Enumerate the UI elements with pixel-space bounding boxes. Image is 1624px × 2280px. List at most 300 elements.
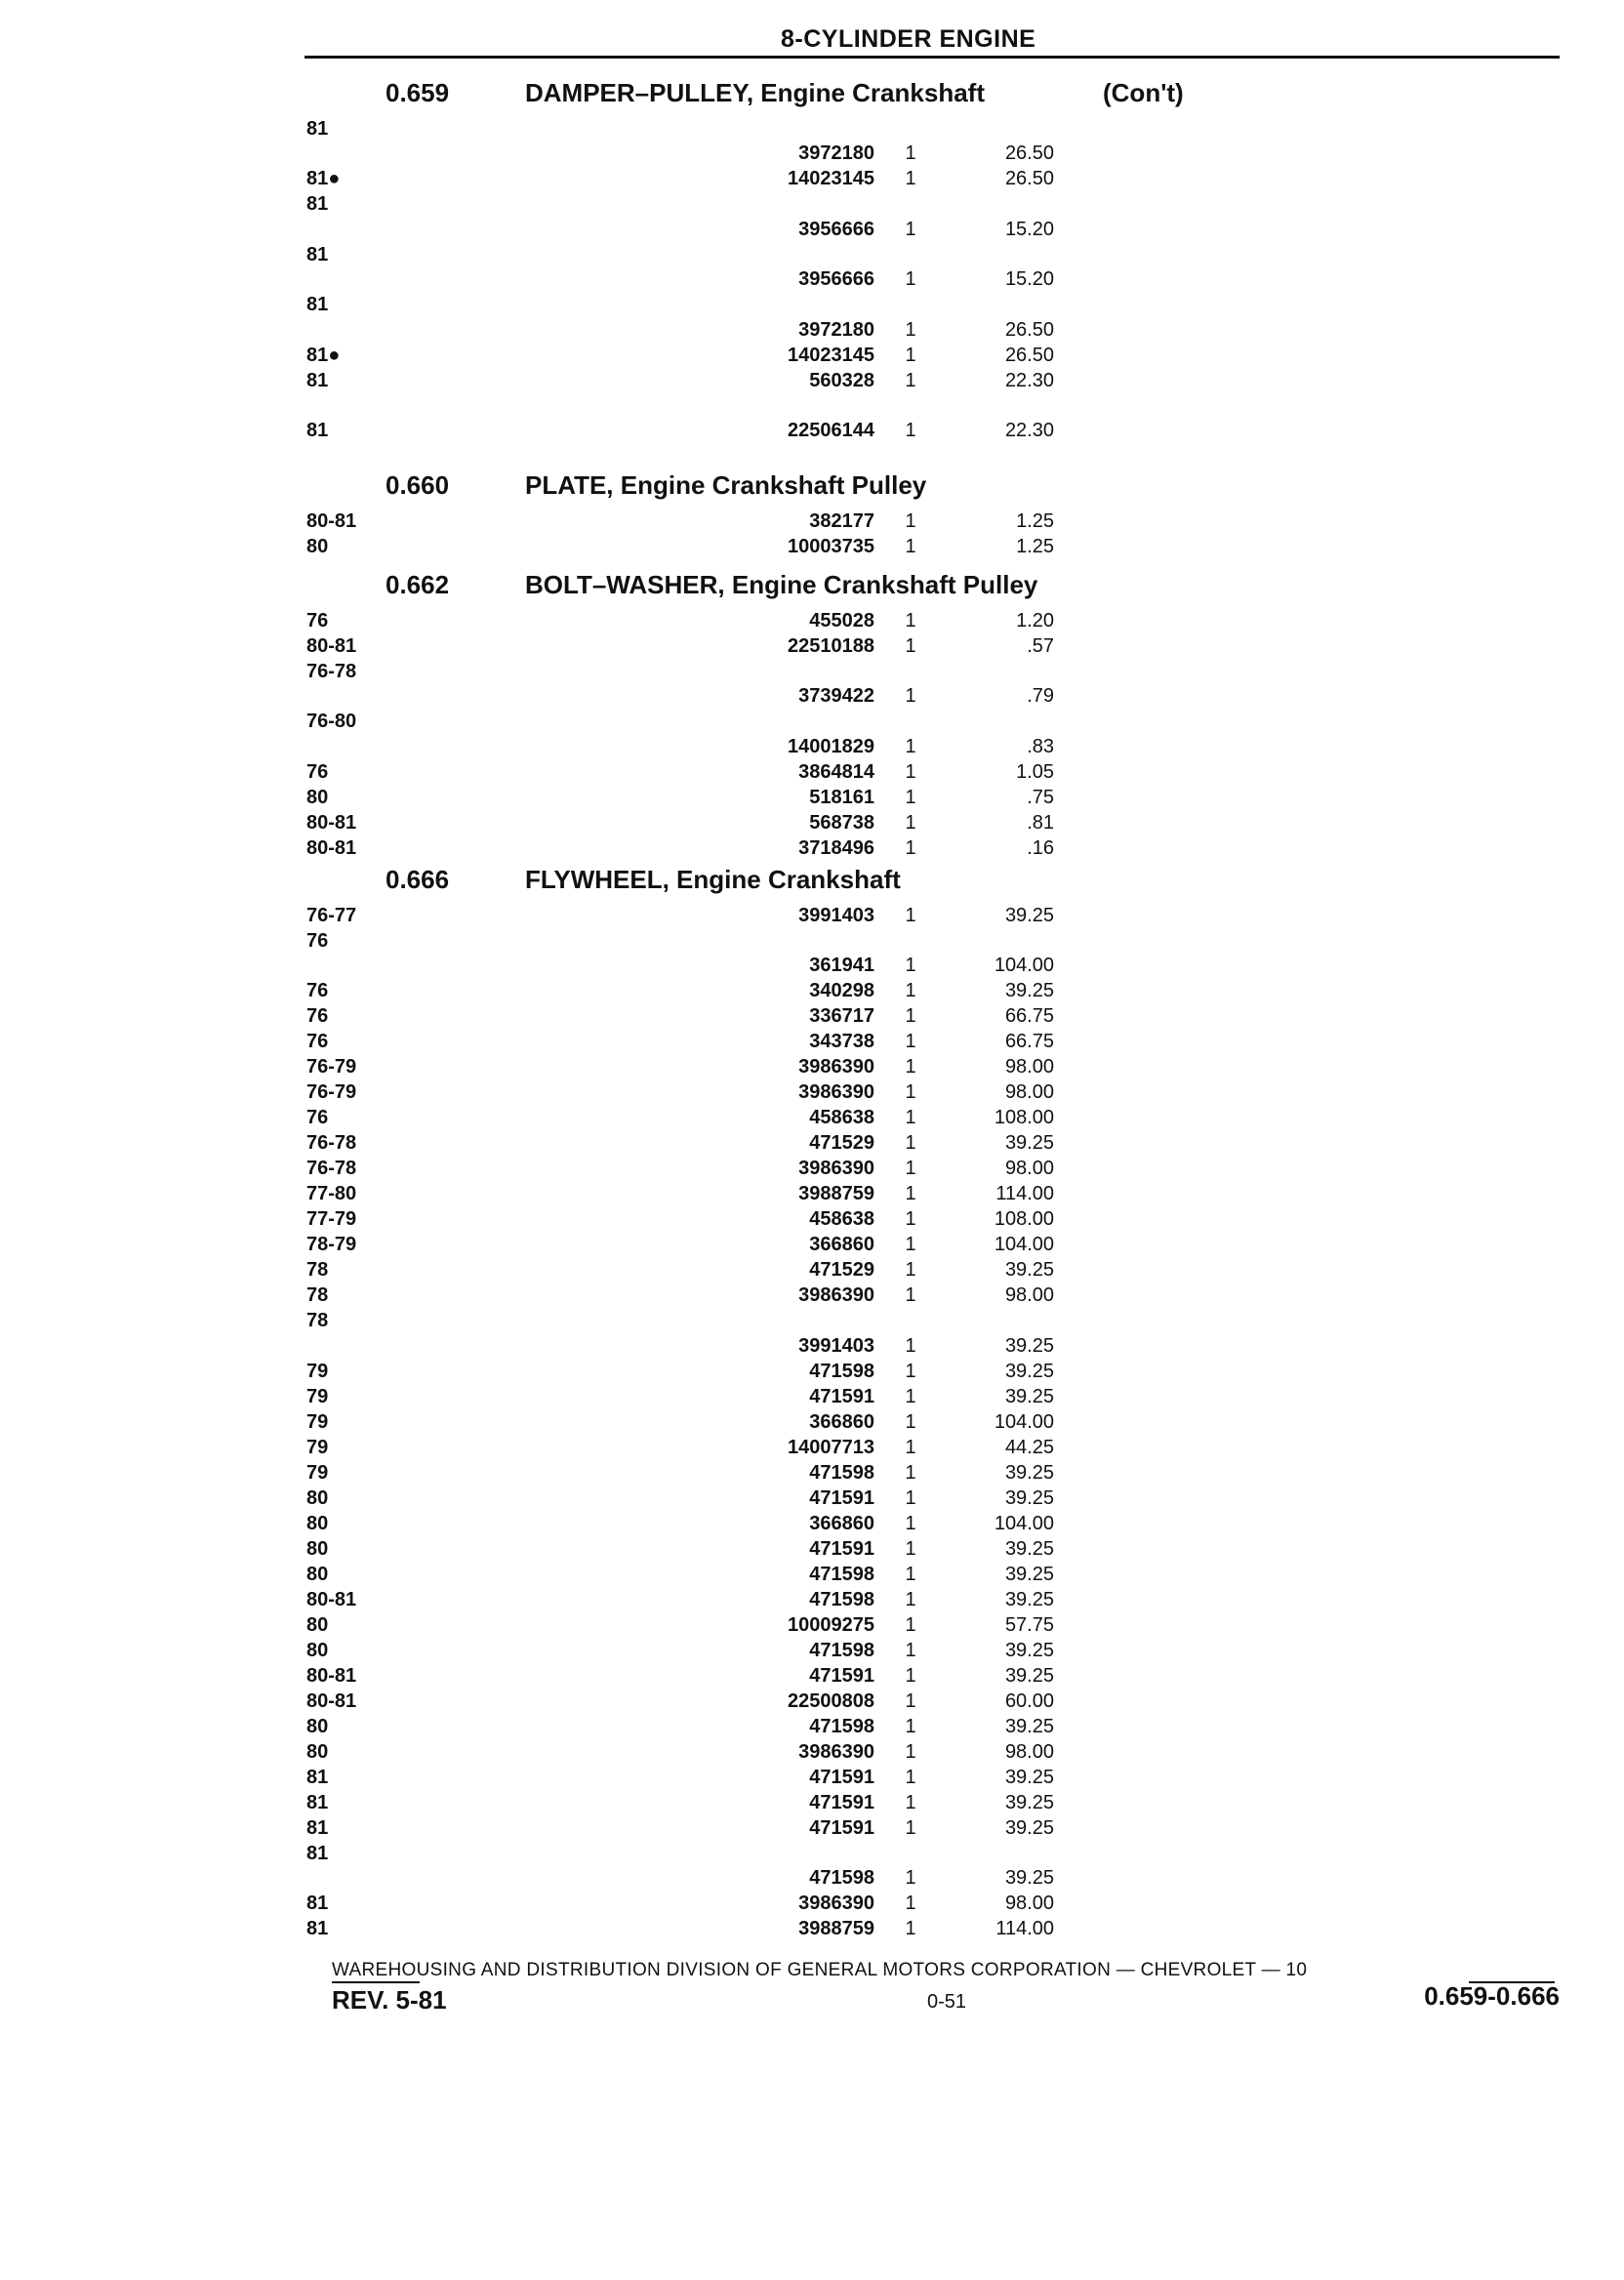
part-number: 471598 bbox=[809, 1639, 874, 1661]
price: 98.00 bbox=[1004, 1158, 1054, 1180]
model-year: 76-78 bbox=[306, 661, 357, 682]
quantity: 1 bbox=[905, 369, 916, 391]
table-row bbox=[0, 1157, 1624, 1180]
quantity: 1 bbox=[905, 760, 916, 783]
quantity: 1 bbox=[905, 1893, 916, 1915]
quantity: 1 bbox=[905, 1588, 916, 1610]
quantity: 1 bbox=[905, 1436, 916, 1458]
price: 114.00 bbox=[995, 1183, 1054, 1205]
quantity: 1 bbox=[905, 168, 916, 190]
price: 15.20 bbox=[1004, 268, 1054, 291]
price: 22.30 bbox=[1004, 369, 1054, 391]
table-row bbox=[0, 318, 1624, 342]
model-year: 77-79 bbox=[306, 1208, 357, 1231]
table-row bbox=[0, 167, 1624, 190]
section-title: DAMPER–PULLEY, Engine Crankshaft bbox=[525, 78, 985, 107]
price: 60.00 bbox=[1004, 1690, 1054, 1712]
price: 114.00 bbox=[995, 1918, 1054, 1940]
part-number: 3986390 bbox=[798, 1740, 874, 1763]
quantity: 1 bbox=[905, 1918, 916, 1940]
section-number: 0.660 bbox=[386, 470, 450, 500]
model-year: 79 bbox=[306, 1410, 329, 1433]
model-year: 80 bbox=[306, 1512, 329, 1534]
model-year: 81 bbox=[306, 1918, 329, 1940]
table-row bbox=[0, 954, 1624, 977]
model-year: 76 bbox=[306, 760, 329, 783]
table-row bbox=[0, 293, 1624, 316]
table-row bbox=[0, 1563, 1624, 1586]
table-row bbox=[0, 369, 1624, 392]
quantity: 1 bbox=[905, 1664, 916, 1687]
part-number: 14007713 bbox=[788, 1436, 874, 1458]
quantity: 1 bbox=[905, 1690, 916, 1712]
part-number: 471598 bbox=[809, 1715, 874, 1737]
price: 39.25 bbox=[1004, 1259, 1054, 1282]
part-number: 458638 bbox=[809, 1107, 874, 1129]
table-row bbox=[0, 419, 1624, 442]
part-number: 471598 bbox=[809, 1867, 874, 1890]
part-number: 361941 bbox=[809, 955, 874, 977]
model-year: 79 bbox=[306, 1360, 329, 1382]
part-number: 366860 bbox=[809, 1410, 874, 1433]
quantity: 1 bbox=[905, 1005, 916, 1028]
price: 39.25 bbox=[1004, 905, 1054, 926]
model-year: 78 bbox=[306, 1284, 329, 1307]
table-row bbox=[0, 1182, 1624, 1205]
model-year: 76-78 bbox=[306, 1158, 357, 1180]
table-row bbox=[0, 1233, 1624, 1256]
table-row bbox=[0, 1131, 1624, 1155]
model-year: 78 bbox=[306, 1259, 329, 1282]
model-year: 76 bbox=[306, 1107, 329, 1129]
table-row bbox=[0, 660, 1624, 683]
quantity: 1 bbox=[905, 1867, 916, 1890]
table-row bbox=[0, 1512, 1624, 1535]
table-row bbox=[0, 1766, 1624, 1789]
table-row bbox=[0, 1866, 1624, 1890]
part-number: 3988759 bbox=[798, 1918, 874, 1940]
price: 39.25 bbox=[1004, 1867, 1054, 1890]
quantity: 1 bbox=[905, 420, 916, 441]
table-row bbox=[0, 344, 1624, 367]
model-year: 81 bbox=[306, 1842, 329, 1864]
footer-rule-left bbox=[332, 1981, 420, 1983]
part-number: 568738 bbox=[809, 811, 874, 834]
model-year: 80-81 bbox=[306, 1690, 357, 1712]
quantity: 1 bbox=[905, 510, 916, 532]
table-row bbox=[0, 786, 1624, 809]
price: 39.25 bbox=[1004, 1791, 1054, 1813]
quantity: 1 bbox=[905, 635, 916, 657]
model-year: 81 bbox=[306, 1816, 329, 1839]
part-number: 366860 bbox=[809, 1234, 874, 1256]
part-number: 3986390 bbox=[798, 1081, 874, 1104]
quantity: 1 bbox=[905, 811, 916, 834]
table-row bbox=[0, 1106, 1624, 1129]
part-number: 3991403 bbox=[798, 1334, 874, 1357]
quantity: 1 bbox=[905, 1512, 916, 1534]
quantity: 1 bbox=[905, 610, 916, 631]
part-number: 3988759 bbox=[798, 1183, 874, 1205]
part-number: 518161 bbox=[809, 786, 874, 808]
price: 26.50 bbox=[1004, 318, 1054, 341]
table-row bbox=[0, 1461, 1624, 1485]
model-year: 80 bbox=[306, 1613, 329, 1636]
table-row bbox=[0, 1055, 1624, 1079]
footer-revision: REV. 5-81 bbox=[332, 1985, 447, 2015]
price: 39.25 bbox=[1004, 1486, 1054, 1509]
model-year: 81 bbox=[306, 118, 329, 140]
quantity: 1 bbox=[905, 1715, 916, 1737]
table-row bbox=[0, 1004, 1624, 1028]
table-row bbox=[0, 1486, 1624, 1510]
model-year: 76 bbox=[306, 1005, 329, 1028]
table-row bbox=[0, 735, 1624, 758]
price: 39.25 bbox=[1004, 1715, 1054, 1737]
section-number: 0.659 bbox=[386, 78, 450, 107]
price: 39.25 bbox=[1004, 1588, 1054, 1610]
model-year: 76-79 bbox=[306, 1081, 357, 1104]
section-number: 0.666 bbox=[386, 865, 450, 894]
model-year: 80 bbox=[306, 1715, 329, 1737]
model-year: 79 bbox=[306, 1385, 329, 1407]
section-title: FLYWHEEL, Engine Crankshaft bbox=[525, 865, 901, 894]
price: 1.05 bbox=[1016, 760, 1054, 783]
table-row bbox=[0, 243, 1624, 266]
quantity: 1 bbox=[905, 836, 916, 859]
model-year: 81 bbox=[306, 294, 329, 316]
price: .75 bbox=[1027, 786, 1054, 808]
part-number: 3986390 bbox=[798, 1893, 874, 1915]
price: 104.00 bbox=[994, 1234, 1054, 1256]
table-row bbox=[0, 1207, 1624, 1231]
table-row bbox=[0, 1258, 1624, 1282]
model-year: 78 bbox=[306, 1310, 329, 1332]
quantity: 1 bbox=[905, 1334, 916, 1357]
table-row bbox=[0, 1537, 1624, 1561]
table-row bbox=[0, 1664, 1624, 1688]
quantity: 1 bbox=[905, 1613, 916, 1636]
model-year: 80-81 bbox=[306, 635, 357, 657]
part-number: 14023145 bbox=[788, 344, 874, 366]
model-year: 81 bbox=[306, 420, 329, 441]
table-row bbox=[0, 1309, 1624, 1332]
part-number: 471529 bbox=[809, 1132, 874, 1155]
price: 39.25 bbox=[1004, 1334, 1054, 1357]
part-number: 10009275 bbox=[788, 1613, 874, 1636]
table-row bbox=[0, 634, 1624, 658]
part-number: 471591 bbox=[809, 1486, 874, 1509]
quantity: 1 bbox=[905, 905, 916, 926]
model-year: 80 bbox=[306, 1563, 329, 1585]
quantity: 1 bbox=[905, 1816, 916, 1839]
table-row bbox=[0, 929, 1624, 953]
quantity: 1 bbox=[905, 1385, 916, 1407]
part-number: 3991403 bbox=[798, 905, 874, 926]
model-year: 76-79 bbox=[306, 1056, 357, 1079]
part-number: 471591 bbox=[809, 1766, 874, 1788]
price: 98.00 bbox=[1004, 1284, 1054, 1307]
model-year: 76 bbox=[306, 980, 329, 1002]
part-number: 471598 bbox=[809, 1461, 874, 1484]
model-year: 80 bbox=[306, 1639, 329, 1661]
price: 39.25 bbox=[1004, 1461, 1054, 1484]
part-number: 10003735 bbox=[788, 536, 874, 557]
model-year: 76-78 bbox=[306, 1132, 357, 1155]
quantity: 1 bbox=[905, 955, 916, 977]
table-row bbox=[0, 836, 1624, 860]
quantity: 1 bbox=[905, 685, 916, 708]
footer-division: WAREHOUSING AND DISTRIBUTION DIVISION OF GENERAL MOTORS CORPORATION — CHEVROLET — 10 bbox=[332, 1960, 1308, 1980]
quantity: 1 bbox=[905, 1107, 916, 1129]
quantity: 1 bbox=[905, 1234, 916, 1256]
model-year: 80 bbox=[306, 1537, 329, 1560]
model-year: 81 bbox=[306, 1766, 329, 1788]
table-row bbox=[0, 267, 1624, 291]
price: 39.25 bbox=[1004, 1816, 1054, 1839]
table-row bbox=[0, 1842, 1624, 1865]
table-row bbox=[0, 1639, 1624, 1662]
part-number: 471591 bbox=[809, 1385, 874, 1407]
part-number: 471591 bbox=[809, 1664, 874, 1687]
part-number: 3718496 bbox=[798, 836, 874, 859]
part-number: 3986390 bbox=[798, 1056, 874, 1079]
quantity: 1 bbox=[905, 1486, 916, 1509]
price: 39.25 bbox=[1004, 1766, 1054, 1788]
price: 26.50 bbox=[1004, 142, 1054, 165]
quantity: 1 bbox=[905, 1537, 916, 1560]
model-year: 81● bbox=[306, 344, 341, 366]
quantity: 1 bbox=[905, 268, 916, 291]
quantity: 1 bbox=[905, 1284, 916, 1307]
part-number: 471598 bbox=[809, 1360, 874, 1382]
table-row bbox=[0, 1030, 1624, 1053]
quantity: 1 bbox=[905, 1461, 916, 1484]
price: 39.25 bbox=[1004, 1563, 1054, 1585]
model-year: 79 bbox=[306, 1436, 329, 1458]
part-number: 3864814 bbox=[798, 760, 874, 783]
part-number: 471598 bbox=[809, 1563, 874, 1585]
table-row bbox=[0, 1917, 1624, 1940]
section-continued: (Con't) bbox=[1103, 78, 1184, 107]
table-row bbox=[0, 1715, 1624, 1738]
price: 98.00 bbox=[1004, 1740, 1054, 1763]
table-row bbox=[0, 142, 1624, 165]
table-row bbox=[0, 535, 1624, 558]
quantity: 1 bbox=[905, 1132, 916, 1155]
model-year: 80-81 bbox=[306, 1588, 357, 1610]
part-number: 336717 bbox=[809, 1005, 874, 1028]
table-row bbox=[0, 1690, 1624, 1713]
quantity: 1 bbox=[905, 980, 916, 1002]
quantity: 1 bbox=[905, 318, 916, 341]
table-row bbox=[0, 1791, 1624, 1814]
model-year: 80 bbox=[306, 1740, 329, 1763]
price: .83 bbox=[1027, 735, 1054, 757]
quantity: 1 bbox=[905, 536, 916, 557]
model-year: 81 bbox=[306, 243, 329, 265]
price: 39.25 bbox=[1004, 1664, 1054, 1687]
footer-section-range: 0.659-0.666 bbox=[1424, 1981, 1560, 2011]
model-year: 76-80 bbox=[306, 711, 357, 733]
table-row bbox=[0, 218, 1624, 241]
price: .16 bbox=[1027, 836, 1054, 859]
table-row bbox=[0, 1334, 1624, 1358]
part-number: 343738 bbox=[809, 1031, 874, 1053]
part-number: 471591 bbox=[809, 1816, 874, 1839]
model-year: 81 bbox=[306, 1791, 329, 1813]
part-number: 3972180 bbox=[798, 142, 874, 165]
table-row bbox=[0, 1283, 1624, 1307]
price: 57.75 bbox=[1004, 1613, 1054, 1636]
quantity: 1 bbox=[905, 1081, 916, 1104]
model-year: 78-79 bbox=[306, 1234, 357, 1256]
part-number: 14023145 bbox=[788, 168, 874, 190]
quantity: 1 bbox=[905, 1791, 916, 1813]
part-number: 471591 bbox=[809, 1537, 874, 1560]
part-number: 340298 bbox=[809, 980, 874, 1002]
table-row bbox=[0, 1410, 1624, 1434]
table-row bbox=[0, 1588, 1624, 1611]
table-row bbox=[0, 760, 1624, 784]
quantity: 1 bbox=[905, 1056, 916, 1079]
quantity: 1 bbox=[905, 1259, 916, 1282]
quantity: 1 bbox=[905, 1360, 916, 1382]
table-row bbox=[0, 1892, 1624, 1915]
price: 22.30 bbox=[1004, 420, 1054, 441]
part-number: 3739422 bbox=[798, 685, 874, 708]
price: 39.25 bbox=[1004, 980, 1054, 1002]
model-year: 81 bbox=[306, 369, 329, 391]
price: 44.25 bbox=[1004, 1436, 1054, 1458]
price: 39.25 bbox=[1004, 1537, 1054, 1560]
model-year: 76 bbox=[306, 930, 329, 952]
price: 26.50 bbox=[1004, 168, 1054, 190]
model-year: 80 bbox=[306, 536, 329, 557]
table-row bbox=[0, 1816, 1624, 1840]
table-row bbox=[0, 609, 1624, 632]
page-title: 8-CYLINDER ENGINE bbox=[781, 25, 1036, 53]
quantity: 1 bbox=[905, 1158, 916, 1180]
part-number: 3956666 bbox=[798, 218, 874, 240]
part-number: 3956666 bbox=[798, 268, 874, 291]
model-year: 81● bbox=[306, 168, 341, 190]
part-number: 471529 bbox=[809, 1259, 874, 1282]
section-title: BOLT–WASHER, Engine Crankshaft Pulley bbox=[525, 570, 1038, 599]
price: .81 bbox=[1027, 811, 1054, 834]
price: 39.25 bbox=[1004, 1639, 1054, 1661]
price: 104.00 bbox=[994, 1512, 1054, 1534]
model-year: 80 bbox=[306, 1486, 329, 1509]
part-number: 3986390 bbox=[798, 1158, 874, 1180]
quantity: 1 bbox=[905, 142, 916, 165]
part-number: 560328 bbox=[809, 369, 874, 391]
table-row bbox=[0, 979, 1624, 1002]
table-row bbox=[0, 443, 1624, 467]
part-number: 14001829 bbox=[788, 735, 874, 757]
model-year: 80-81 bbox=[306, 836, 357, 859]
price: 98.00 bbox=[1004, 1893, 1054, 1915]
price: 104.00 bbox=[994, 1410, 1054, 1433]
part-number: 366860 bbox=[809, 1512, 874, 1534]
price: 108.00 bbox=[994, 1208, 1054, 1231]
part-number: 22506144 bbox=[788, 420, 874, 441]
quantity: 1 bbox=[905, 786, 916, 808]
part-number: 3972180 bbox=[798, 318, 874, 341]
quantity: 1 bbox=[905, 1639, 916, 1661]
price: 66.75 bbox=[1004, 1031, 1054, 1053]
price: 108.00 bbox=[994, 1107, 1054, 1129]
quantity: 1 bbox=[905, 1740, 916, 1763]
model-year: 77-80 bbox=[306, 1183, 357, 1205]
quantity: 1 bbox=[905, 1410, 916, 1433]
quantity: 1 bbox=[905, 344, 916, 366]
part-number: 458638 bbox=[809, 1208, 874, 1231]
price: 26.50 bbox=[1004, 344, 1054, 366]
quantity: 1 bbox=[905, 1208, 916, 1231]
price: 104.00 bbox=[994, 955, 1054, 977]
model-year: 81 bbox=[306, 1893, 329, 1915]
table-row bbox=[0, 1385, 1624, 1408]
model-year: 80-81 bbox=[306, 1664, 357, 1687]
quantity: 1 bbox=[905, 1563, 916, 1585]
price: 1.25 bbox=[1016, 510, 1054, 532]
header-rule bbox=[304, 56, 1560, 59]
part-number: 455028 bbox=[809, 610, 874, 631]
section-title: PLATE, Engine Crankshaft Pulley bbox=[525, 470, 927, 500]
part-number: 382177 bbox=[809, 510, 874, 532]
table-row bbox=[0, 1080, 1624, 1104]
table-row bbox=[0, 393, 1624, 417]
table-row bbox=[0, 1613, 1624, 1637]
quantity: 1 bbox=[905, 735, 916, 757]
table-row bbox=[0, 117, 1624, 141]
part-number: 471598 bbox=[809, 1588, 874, 1610]
table-row bbox=[0, 1740, 1624, 1764]
part-number: 22500808 bbox=[788, 1690, 874, 1712]
part-number: 3986390 bbox=[798, 1284, 874, 1307]
table-row bbox=[0, 192, 1624, 216]
price: 66.75 bbox=[1004, 1005, 1054, 1028]
model-year: 80-81 bbox=[306, 510, 357, 532]
price: 39.25 bbox=[1004, 1360, 1054, 1382]
model-year: 80 bbox=[306, 786, 329, 808]
price: 1.25 bbox=[1016, 536, 1054, 557]
model-year: 79 bbox=[306, 1461, 329, 1484]
table-row bbox=[0, 509, 1624, 533]
quantity: 1 bbox=[905, 1766, 916, 1788]
part-number: 471591 bbox=[809, 1791, 874, 1813]
model-year: 81 bbox=[306, 193, 329, 216]
price: 1.20 bbox=[1016, 610, 1054, 631]
footer-page-number: 0-51 bbox=[927, 1991, 967, 2013]
table-row bbox=[0, 1436, 1624, 1459]
price: .79 bbox=[1027, 685, 1054, 708]
model-year: 80-81 bbox=[306, 811, 357, 834]
model-year: 76 bbox=[306, 1031, 329, 1053]
table-row bbox=[0, 811, 1624, 835]
price: 15.20 bbox=[1004, 218, 1054, 240]
quantity: 1 bbox=[905, 218, 916, 240]
table-row bbox=[0, 684, 1624, 708]
model-year: 76 bbox=[306, 610, 329, 631]
price: 98.00 bbox=[1004, 1081, 1054, 1104]
part-number: 22510188 bbox=[788, 635, 874, 657]
price: 98.00 bbox=[1004, 1056, 1054, 1079]
price: 39.25 bbox=[1004, 1132, 1054, 1155]
table-row bbox=[0, 904, 1624, 927]
table-row bbox=[0, 1360, 1624, 1383]
